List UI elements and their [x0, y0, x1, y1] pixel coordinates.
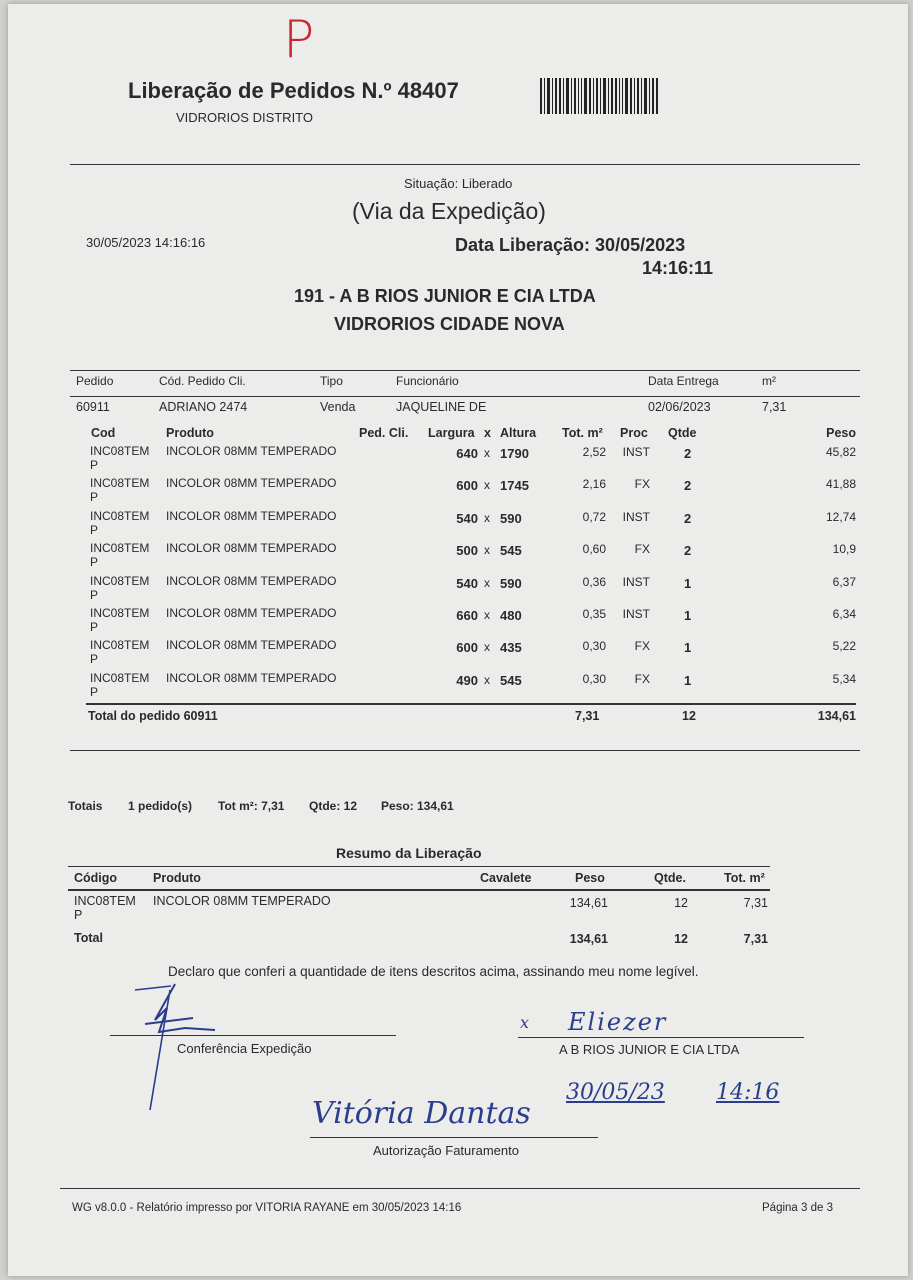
item-qtde: 2: [684, 510, 692, 526]
item-altura: 545: [500, 672, 522, 688]
order-header-cod-pedido-cli: Cód. Pedido Cli.: [159, 374, 246, 388]
item-altura: 590: [500, 510, 522, 526]
order-total-peso: 134,61: [817, 709, 856, 723]
order-value-cod-pedido-cli: ADRIANO 2474: [159, 400, 248, 414]
summary-row-peso: 134,61: [569, 896, 608, 910]
item-tot: 0,30: [582, 639, 606, 654]
item-cod-line2: P: [90, 555, 99, 570]
items-header-qtde: Qtde: [668, 426, 697, 440]
copy-type: (Via da Expedição): [352, 198, 546, 224]
item-x: x: [484, 510, 490, 525]
item-qtde: 1: [684, 672, 692, 688]
order-header-tipo: Tipo: [320, 374, 343, 388]
item-cod-line1: INC08TEM: [90, 670, 150, 685]
order-top-divider: [70, 370, 860, 371]
item-cod-line2: P: [90, 522, 99, 537]
item-x: x: [484, 446, 490, 460]
footer-divider: [60, 1188, 860, 1189]
item-tot: 0,60: [582, 542, 606, 557]
client-name: 191 - A B RIOS JUNIOR E CIA LTDA: [294, 286, 596, 306]
handwritten-time: 14:16: [716, 1080, 780, 1105]
item-proc: FX: [634, 477, 650, 492]
item-x: x: [484, 608, 490, 622]
item-proc: INST: [622, 445, 650, 459]
summary-top-divider: [68, 866, 770, 867]
item-cod-line2: P: [90, 684, 99, 699]
item-x: x: [484, 478, 490, 493]
order-value-data-entrega: 02/06/2023: [648, 400, 711, 414]
item-cod-line1: INC08TEM: [90, 476, 150, 491]
item-x: x: [484, 575, 490, 590]
summary-header-peso: Peso: [575, 871, 605, 885]
item-qtde: 1: [684, 575, 692, 591]
item-qtde: 2: [684, 478, 692, 494]
item-produto: INCOLOR 08MM TEMPERADO: [166, 606, 337, 620]
conferencia-line: [110, 1035, 396, 1036]
item-qtde: 2: [684, 543, 692, 559]
items-header-largura: Largura: [428, 426, 475, 440]
item-peso: 5,22: [832, 639, 856, 654]
release-date: Data Liberação: 30/05/2023: [455, 235, 686, 255]
declaration-text: Declaro que conferi a quantidade de itens descritos acima, assinando meu nome legível.: [168, 964, 699, 979]
order-header-data-entrega: Data Entrega: [648, 374, 719, 388]
item-proc: INST: [622, 574, 650, 589]
item-proc: INST: [622, 509, 650, 524]
totals-m2: Tot m²: 7,31: [218, 799, 285, 813]
item-altura: 590: [500, 575, 522, 591]
summary-row-cod-line2: P: [74, 908, 83, 922]
item-peso: 5,34: [832, 671, 856, 686]
items-header-tot: Tot. m²: [562, 426, 603, 440]
item-cod-line2: P: [90, 490, 99, 505]
item-tot: 0,36: [582, 574, 606, 589]
summary-total-label: Total: [74, 931, 103, 945]
totals-orders: 1 pedido(s): [128, 799, 193, 813]
order-total-label: Total do pedido 60911: [88, 709, 218, 723]
item-peso: 12,74: [825, 509, 856, 524]
item-produto: INCOLOR 08MM TEMPERADO: [166, 541, 337, 556]
release-time: 14:16:11: [642, 258, 714, 278]
item-cod-line2: P: [90, 652, 99, 667]
item-qtde: 1: [684, 640, 692, 656]
items-header-ped-cli: Ped. Cli.: [359, 426, 409, 440]
summary-total-tot: 7,31: [743, 932, 768, 946]
item-peso: 45,82: [825, 445, 856, 459]
summary-header-qtde: Qtde.: [654, 871, 686, 885]
item-cod-line2: P: [90, 620, 99, 634]
item-largura: 660: [456, 608, 478, 623]
order-value-pedido: 60911: [76, 400, 110, 414]
footer-print-info: WG v8.0.0 - Relatório impresso por VITORIA RAYANE em 30/05/2023 14:16: [72, 1202, 462, 1214]
item-peso: 6,34: [832, 607, 856, 621]
item-altura: 480: [500, 608, 522, 623]
item-x: x: [484, 640, 490, 655]
item-largura: 640: [456, 446, 478, 461]
summary-row-tot: 7,31: [743, 896, 768, 910]
document-title: Liberação de Pedidos N.º 48407: [128, 78, 459, 103]
item-largura: 540: [456, 510, 478, 526]
item-cod-line1: INC08TEM: [90, 573, 150, 588]
item-altura: 435: [500, 640, 522, 656]
item-produto: INCOLOR 08MM TEMPERADO: [166, 638, 337, 653]
item-cod-line1: INC08TEM: [90, 508, 150, 523]
order-header-m2: m²: [762, 374, 776, 388]
client-signature-mark: x: [520, 1013, 530, 1032]
item-altura: 545: [500, 543, 522, 559]
summary-header-tot: Tot. m²: [724, 871, 765, 885]
item-peso: 10,9: [832, 542, 856, 557]
client-signature: Eliezer: [568, 1008, 668, 1036]
item-tot: 2,16: [582, 477, 606, 492]
items-header-produto: Produto: [166, 426, 214, 440]
summary-title: Resumo da Liberação: [336, 845, 482, 861]
handwritten-date: 30/05/23: [566, 1080, 665, 1105]
summary-header-produto: Produto: [153, 871, 201, 885]
item-cod-line1: INC08TEM: [90, 606, 150, 620]
conferencia-label: Conferência Expedição: [177, 1041, 312, 1056]
totals-qtde: Qtde: 12: [309, 799, 358, 813]
items-header-peso: Peso: [826, 426, 856, 440]
summary-row-qtde: 12: [674, 896, 688, 910]
order-value-tipo: Venda: [320, 400, 356, 414]
issuer-company: VIDRORIOS DISTRITO: [176, 110, 313, 125]
item-produto: INCOLOR 08MM TEMPERADO: [166, 508, 337, 523]
item-altura: 1745: [500, 478, 529, 494]
summary-total-qtde: 12: [674, 932, 688, 946]
item-cod-line1: INC08TEM: [90, 541, 150, 556]
items-header-proc: Proc: [620, 426, 648, 440]
summary-row-produto: INCOLOR 08MM TEMPERADO: [153, 894, 331, 908]
items-header-x: x: [484, 426, 491, 440]
order-end-divider: [70, 750, 860, 751]
items-total-divider: [86, 703, 856, 705]
item-produto: INCOLOR 08MM TEMPERADO: [166, 670, 337, 685]
item-produto: INCOLOR 08MM TEMPERADO: [166, 444, 337, 458]
order-header-divider: [70, 396, 860, 397]
item-qtde: 1: [684, 608, 692, 623]
item-altura: 1790: [500, 446, 529, 461]
summary-row-cod-line1: INC08TEM: [74, 894, 136, 908]
autorizacao-label: Autorização Faturamento: [373, 1143, 519, 1158]
item-cod-line1: INC08TEM: [90, 638, 150, 653]
item-x: x: [484, 543, 490, 558]
order-value-funcionario: JAQUELINE DE: [396, 400, 487, 414]
item-proc: INST: [622, 607, 650, 621]
item-largura: 490: [456, 672, 478, 688]
summary-header-divider: [68, 889, 770, 891]
item-peso: 41,88: [825, 477, 856, 492]
print-timestamp: 30/05/2023 14:16:16: [86, 235, 206, 250]
item-produto: INCOLOR 08MM TEMPERADO: [166, 573, 337, 588]
item-produto: INCOLOR 08MM TEMPERADO: [166, 476, 337, 491]
order-header-pedido: Pedido: [76, 374, 114, 388]
order-total-m2: 7,31: [575, 709, 600, 723]
client-signature-line: [518, 1037, 804, 1038]
item-largura: 600: [456, 640, 478, 656]
item-tot: 0,35: [582, 607, 606, 621]
autorizacao-signature: Vitória Dantas: [312, 1096, 531, 1131]
item-peso: 6,37: [832, 574, 856, 589]
totals-label: Totais: [68, 799, 103, 813]
item-proc: FX: [634, 639, 650, 654]
summary-row-cod: [74, 894, 136, 922]
item-cod-line2: P: [90, 458, 99, 472]
item-tot: 0,72: [582, 509, 606, 524]
items-header-altura: Altura: [500, 426, 537, 440]
summary-header-cavalete: Cavalete: [480, 871, 532, 885]
item-largura: 500: [456, 543, 478, 559]
item-largura: 600: [456, 478, 478, 494]
barcode: [540, 78, 682, 114]
client-store: VIDRORIOS CIDADE NOVA: [334, 314, 565, 334]
summary-total-peso: 134,61: [569, 932, 608, 946]
order-total-qtde: 12: [682, 709, 696, 723]
footer-page-number: Página 3 de 3: [762, 1202, 833, 1214]
item-proc: FX: [634, 671, 650, 686]
header-divider: [70, 164, 860, 165]
totals-peso: Peso: 134,61: [381, 799, 454, 813]
item-largura: 540: [456, 575, 478, 591]
item-qtde: 2: [684, 446, 692, 461]
handwritten-p-mark: P: [283, 10, 315, 70]
autorizacao-line: [310, 1137, 598, 1138]
items-header-cod: Cod: [91, 426, 116, 440]
item-proc: FX: [634, 542, 650, 557]
item-x: x: [484, 672, 490, 687]
item-cod-line2: P: [90, 587, 99, 602]
status-text: Situação: Liberado: [404, 176, 513, 191]
summary-header-codigo: Código: [74, 871, 118, 885]
item-cod-line1: INC08TEM: [90, 444, 150, 458]
order-header-funcionario: Funcionário: [396, 374, 459, 388]
client-signature-label: A B RIOS JUNIOR E CIA LTDA: [559, 1042, 740, 1057]
item-tot: 2,52: [582, 445, 606, 459]
item-tot: 0,30: [582, 671, 606, 686]
order-value-m2: 7,31: [762, 400, 787, 414]
